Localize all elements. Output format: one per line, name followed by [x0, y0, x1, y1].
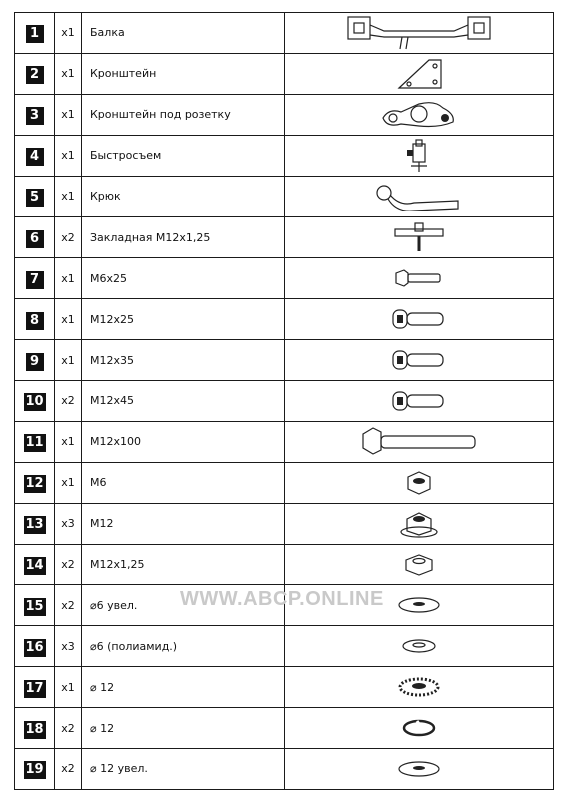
part-name: Кронштейн	[82, 53, 285, 94]
part-name: М12	[82, 503, 285, 544]
part-number-badge: 19	[25, 762, 44, 778]
part-number-badge: 12	[25, 476, 44, 492]
part-number-badge: 17	[25, 680, 44, 696]
part-image-cell	[285, 53, 554, 94]
part-number-cell	[15, 381, 55, 422]
part-number-cell	[15, 544, 55, 585]
part-quantity: x2	[55, 585, 82, 626]
part-image-cell	[285, 299, 554, 340]
socket-screw-icon	[285, 349, 553, 371]
part-row	[15, 176, 554, 217]
part-quantity: x1	[55, 135, 82, 176]
spring-washer-icon	[285, 717, 553, 739]
hex-nut-icon	[285, 552, 553, 578]
part-name: М12х1,25	[82, 544, 285, 585]
part-number-badge: 9	[26, 353, 44, 371]
part-name: Кронштейн под розетку	[82, 94, 285, 135]
part-name: ⌀ 12	[82, 667, 285, 708]
part-row	[15, 708, 554, 749]
hex-bolt-icon	[285, 268, 553, 288]
socket-bracket-icon	[285, 98, 553, 132]
part-quantity: x1	[55, 421, 82, 462]
part-name: М12х25	[82, 299, 285, 340]
part-name: М6	[82, 462, 285, 503]
part-number-cell	[15, 176, 55, 217]
part-number-badge: 14	[25, 558, 44, 574]
part-number-badge: 5	[26, 189, 44, 207]
part-number-cell	[15, 53, 55, 94]
bracket-icon	[285, 56, 553, 92]
part-number-badge: 16	[25, 639, 44, 655]
part-number-cell	[15, 299, 55, 340]
part-name: Закладная М12х1,25	[82, 217, 285, 258]
part-row	[15, 626, 554, 667]
part-name: М12х45	[82, 381, 285, 422]
part-number-cell	[15, 626, 55, 667]
part-row	[15, 299, 554, 340]
large-washer-icon	[285, 760, 553, 778]
part-number-badge: 6	[26, 230, 44, 248]
part-quantity: x1	[55, 53, 82, 94]
part-image-cell	[285, 258, 554, 299]
part-row	[15, 544, 554, 585]
part-name: ⌀6 (полиамид.)	[82, 626, 285, 667]
part-number-cell	[15, 749, 55, 790]
part-quantity: x2	[55, 217, 82, 258]
part-quantity: x1	[55, 94, 82, 135]
part-number-cell	[15, 258, 55, 299]
part-quantity: x1	[55, 258, 82, 299]
part-quantity: x1	[55, 176, 82, 217]
hook-icon	[285, 183, 553, 211]
part-number-cell	[15, 503, 55, 544]
part-row	[15, 94, 554, 135]
part-image-cell	[285, 94, 554, 135]
part-name: Балка	[82, 13, 285, 54]
part-name: Быстросъем	[82, 135, 285, 176]
part-quantity: x2	[55, 708, 82, 749]
polyamide-washer-icon	[285, 637, 553, 655]
part-number-cell	[15, 13, 55, 54]
parts-list-body	[15, 13, 554, 790]
part-name: Крюк	[82, 176, 285, 217]
part-quantity: x1	[55, 462, 82, 503]
part-image-cell	[285, 626, 554, 667]
part-row	[15, 53, 554, 94]
part-number-cell	[15, 94, 55, 135]
part-quantity: x1	[55, 667, 82, 708]
part-image-cell	[285, 503, 554, 544]
part-number-badge: 7	[26, 271, 44, 289]
part-number-cell	[15, 340, 55, 381]
part-image-cell	[285, 544, 554, 585]
part-number-badge: 13	[25, 517, 44, 533]
part-row	[15, 421, 554, 462]
part-number-badge: 11	[25, 435, 44, 451]
part-number-cell	[15, 421, 55, 462]
parts-list-table	[14, 12, 554, 790]
part-row	[15, 381, 554, 422]
part-image-cell	[285, 421, 554, 462]
serrated-washer-icon	[285, 676, 553, 698]
part-number-cell	[15, 462, 55, 503]
lock-nut-icon	[285, 469, 553, 497]
part-image-cell	[285, 667, 554, 708]
part-name: М6х25	[82, 258, 285, 299]
part-image-cell	[285, 462, 554, 503]
part-image-cell	[285, 217, 554, 258]
part-quantity: x2	[55, 381, 82, 422]
embedded-plate-icon	[285, 221, 553, 253]
part-row	[15, 749, 554, 790]
part-quantity: x2	[55, 544, 82, 585]
part-row	[15, 135, 554, 176]
quick-release-icon	[285, 138, 553, 174]
part-number-badge: 1	[26, 25, 44, 43]
part-number-badge: 2	[26, 66, 44, 84]
part-row	[15, 340, 554, 381]
tow-beam-icon	[285, 15, 553, 51]
part-number-badge: 18	[25, 721, 44, 737]
part-row	[15, 503, 554, 544]
part-row	[15, 258, 554, 299]
part-row	[15, 462, 554, 503]
part-number-cell	[15, 708, 55, 749]
part-name: М12х35	[82, 340, 285, 381]
part-name: ⌀ 12 увел.	[82, 749, 285, 790]
part-number-badge: 15	[25, 598, 44, 614]
part-row	[15, 13, 554, 54]
part-image-cell	[285, 340, 554, 381]
socket-screw-icon	[285, 390, 553, 412]
part-name: М12х100	[82, 421, 285, 462]
part-quantity: x1	[55, 340, 82, 381]
part-name: ⌀6 увел.	[82, 585, 285, 626]
part-quantity: x3	[55, 626, 82, 667]
part-number-cell	[15, 135, 55, 176]
part-image-cell	[285, 135, 554, 176]
part-number-cell	[15, 217, 55, 258]
part-number-badge: 10	[25, 394, 44, 410]
part-number-badge: 3	[26, 107, 44, 125]
part-number-badge: 4	[26, 148, 44, 166]
socket-screw-icon	[285, 308, 553, 330]
part-image-cell	[285, 749, 554, 790]
part-row	[15, 217, 554, 258]
flange-nut-icon	[285, 509, 553, 539]
part-image-cell	[285, 708, 554, 749]
part-image-cell	[285, 13, 554, 54]
part-number-cell	[15, 585, 55, 626]
part-row	[15, 667, 554, 708]
part-quantity: x3	[55, 503, 82, 544]
long-hex-bolt-icon	[285, 426, 553, 458]
part-image-cell	[285, 176, 554, 217]
part-image-cell	[285, 381, 554, 422]
part-number-badge: 8	[26, 312, 44, 330]
watermark: WWW.ABCP.ONLINE	[180, 588, 384, 610]
part-quantity: x1	[55, 299, 82, 340]
part-name: ⌀ 12	[82, 708, 285, 749]
part-number-cell	[15, 667, 55, 708]
part-quantity: x2	[55, 749, 82, 790]
part-quantity: x1	[55, 13, 82, 54]
